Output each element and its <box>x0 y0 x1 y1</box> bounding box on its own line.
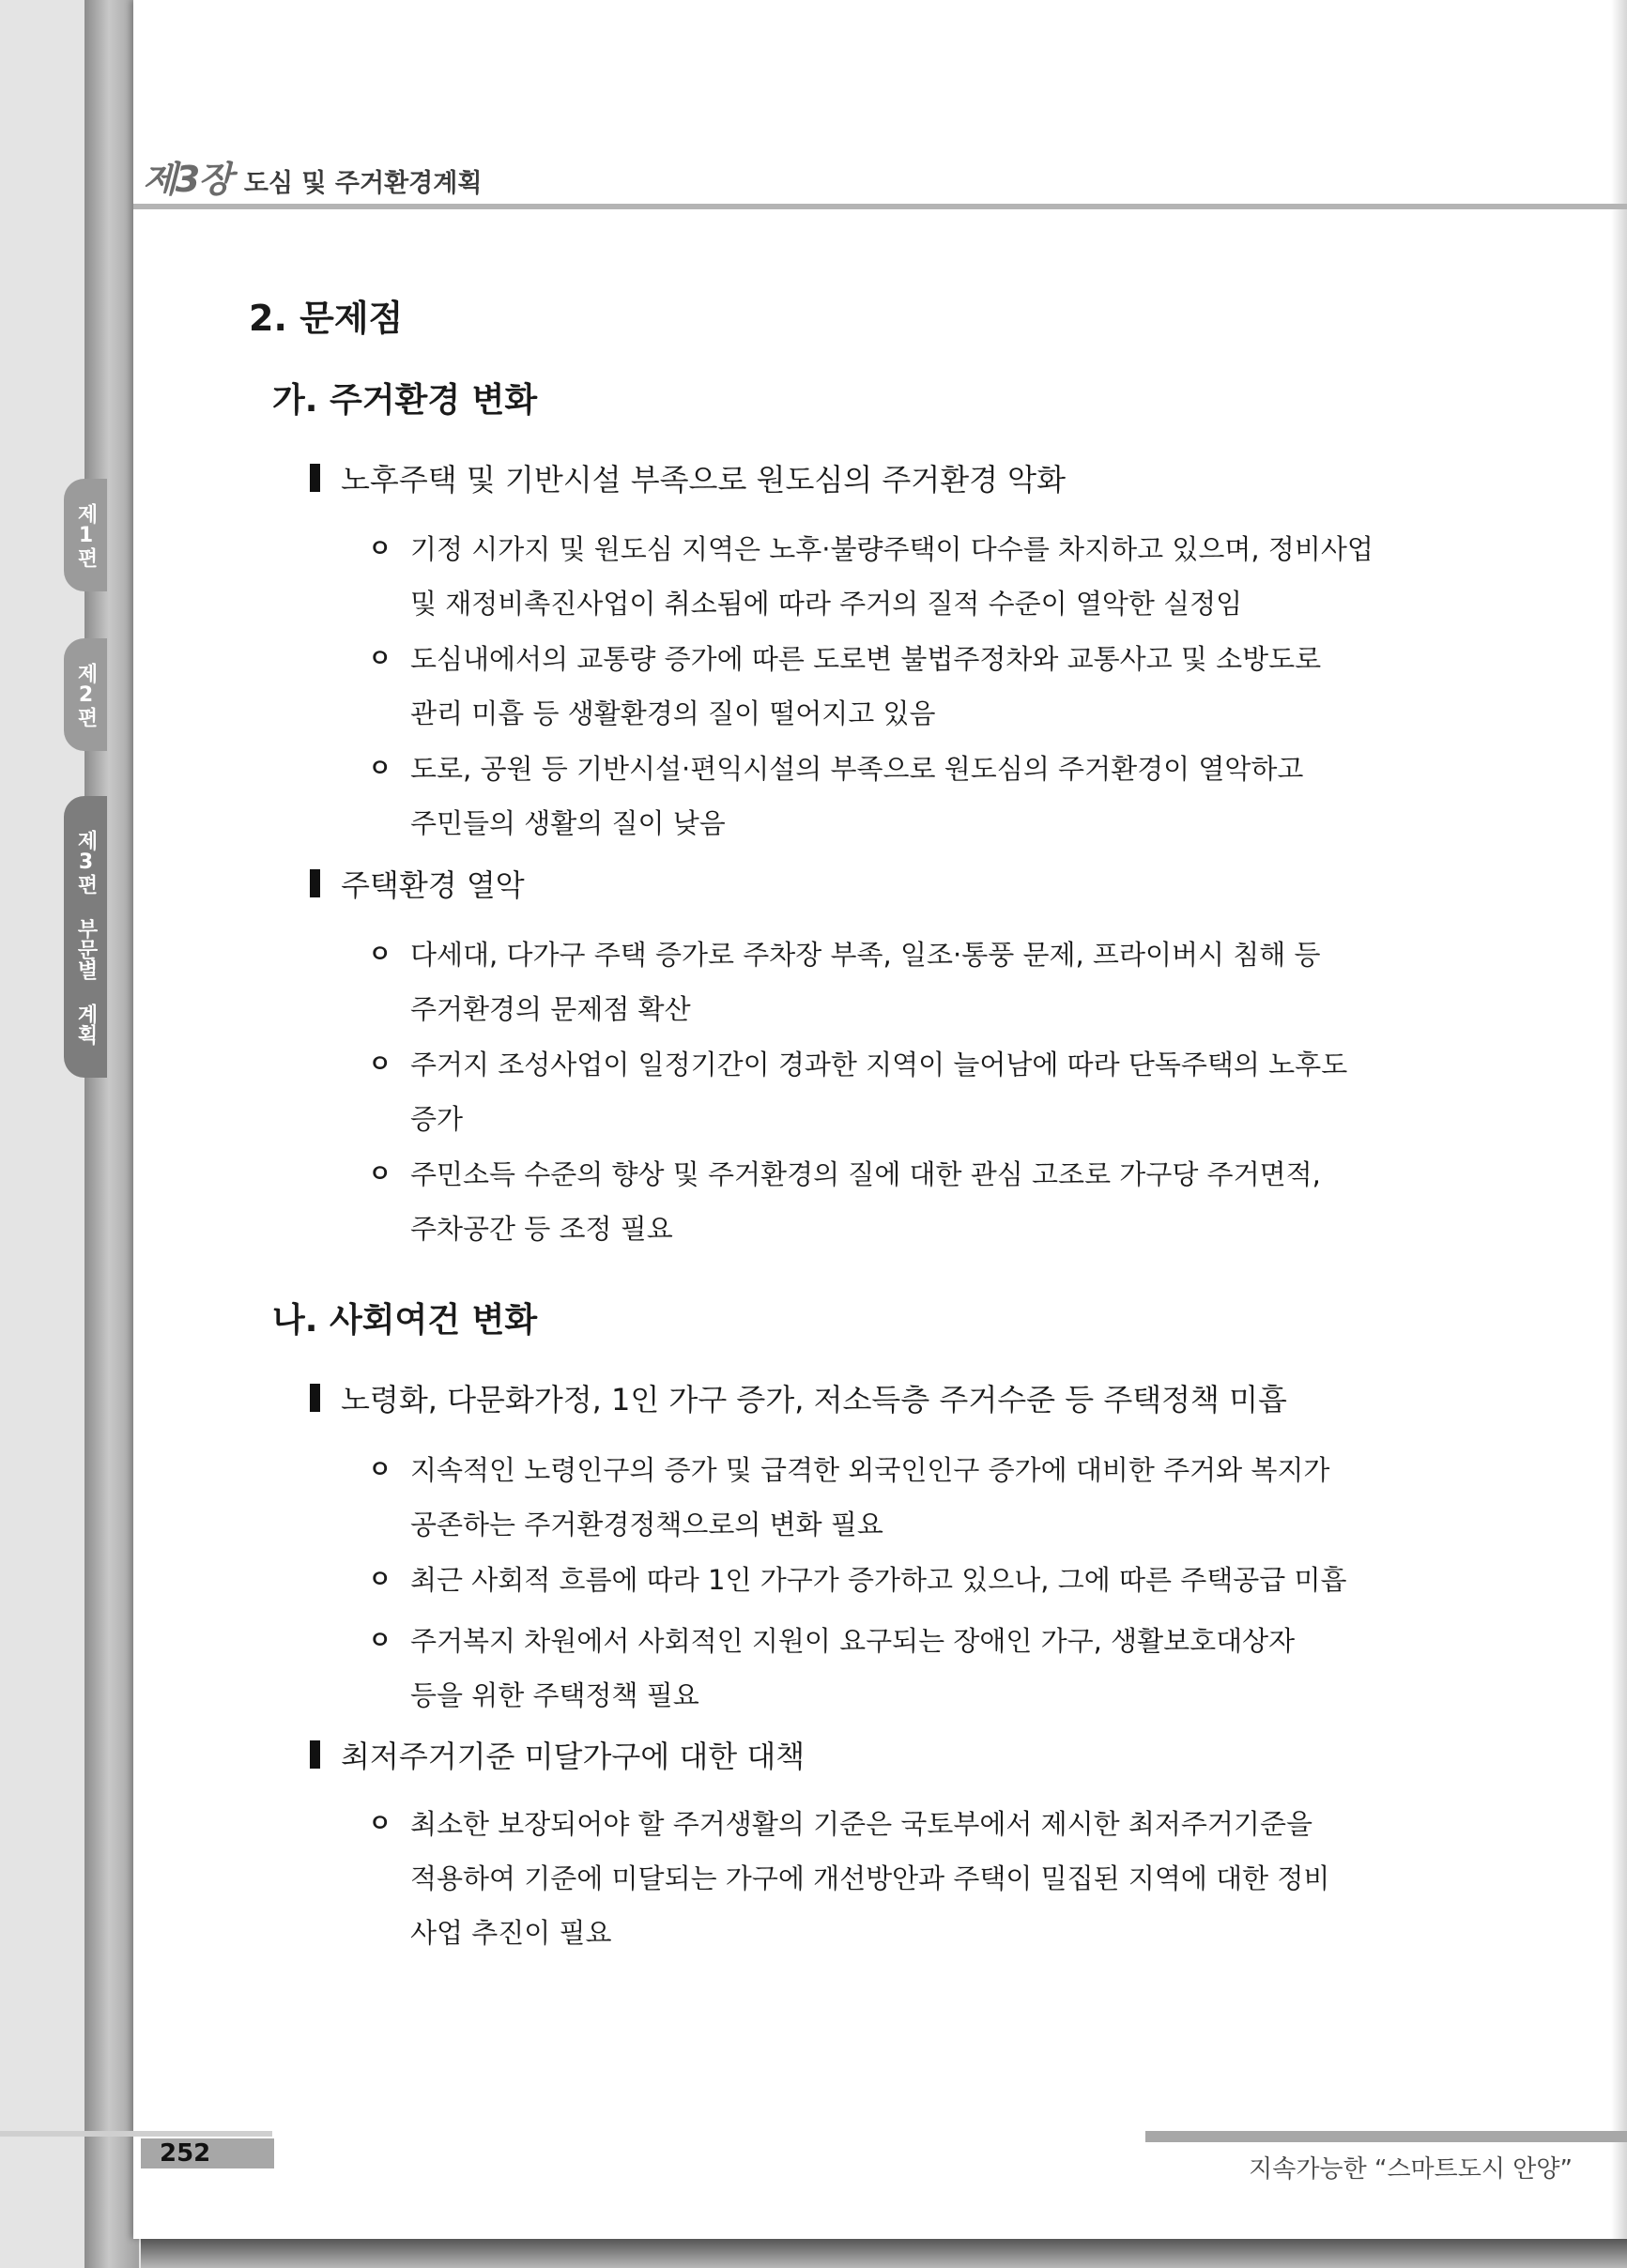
circle-bullet-icon: ㅇ <box>368 1810 392 1838</box>
side-tab-label: 제1편 <box>74 502 98 568</box>
circle-bullet-icon: ㅇ <box>368 1627 392 1655</box>
bullet-item <box>368 927 1408 1036</box>
page-number: 252 <box>160 2139 211 2168</box>
bullet-line: 최소한 보장되어야 할 주거생활의 기준은 국토부에서 제시한 최저주거기준을 <box>410 1808 1312 1840</box>
topic-heading <box>310 456 1066 499</box>
bullet-line: 주민소득 수준의 향상 및 주거환경의 질에 대한 관심 고조로 가구당 주거면적, <box>410 1158 1321 1190</box>
square-bullet-icon <box>310 869 320 897</box>
topic-title: 노후주택 및 기반시설 부족으로 원도심의 주거환경 악화 <box>341 462 1067 498</box>
bullet-line: 지속적인 노령인구의 증가 및 급격한 외국인인구 증가에 대비한 주거와 복지가 <box>410 1454 1330 1486</box>
circle-bullet-icon: ㅇ <box>368 1456 392 1484</box>
book-spine <box>84 0 139 2268</box>
square-bullet-icon <box>310 464 320 492</box>
bullet-line: 공존하는 주거환경정책으로의 변화 필요 <box>410 1509 883 1540</box>
topic-title: 노령화, 다문화가정, 1인 가구 증가, 저소득층 주거수준 등 주택정책 미흡 <box>341 1382 1287 1418</box>
section-title: 2. 문제점 <box>249 298 404 339</box>
footer-rule-right <box>1145 2131 1627 2142</box>
bullet-item <box>368 1443 1408 1552</box>
header-rule <box>133 204 1627 209</box>
bullet-line: 주거복지 차원에서 사회적인 지원이 요구되는 장애인 가구, 생활보호대상자 <box>410 1625 1296 1657</box>
chapter-header <box>143 150 483 200</box>
bullet-line: 최근 사회적 흐름에 따라 1인 가구가 증가하고 있으나, 그에 따른 주택공급 미흡 <box>410 1564 1347 1596</box>
topic-heading <box>310 862 525 905</box>
side-tab-part-2[interactable] <box>64 638 107 751</box>
bullet-item <box>368 1037 1408 1146</box>
bullet-line: 주거환경의 문제점 확산 <box>410 993 691 1025</box>
bullet-item <box>368 1614 1408 1723</box>
square-bullet-icon <box>310 1384 320 1412</box>
bullet-line: 기정 시가지 및 원도심 지역은 노후·불량주택이 다수를 차지하고 있으며, 정비사업 <box>410 533 1374 565</box>
bullet-line: 관리 미흡 등 생활환경의 질이 떨어지고 있음 <box>410 697 936 729</box>
footer-rule-left <box>0 2131 272 2137</box>
bullet-item <box>368 632 1408 741</box>
topic-title: 최저주거기준 미달가구에 대한 대책 <box>341 1739 806 1774</box>
circle-bullet-icon: ㅇ <box>368 1160 392 1188</box>
bullet-line: 및 재정비촉진사업이 취소됨에 따라 주거의 질적 수준이 열악한 실정임 <box>410 588 1243 620</box>
bullet-line: 주민들의 생활의 질이 낮음 <box>410 807 726 839</box>
circle-bullet-icon: ㅇ <box>368 1566 392 1594</box>
topic-heading <box>310 1733 805 1776</box>
bullet-item <box>368 742 1408 850</box>
side-tab-label: 제3편 부문별 계획 <box>74 829 98 1045</box>
bullet-line: 사업 추진이 필요 <box>410 1917 612 1949</box>
circle-bullet-icon: ㅇ <box>368 941 392 969</box>
side-tab-label: 제2편 <box>74 662 98 728</box>
bullet-line: 주차공간 등 조정 필요 <box>410 1213 673 1245</box>
circle-bullet-icon: ㅇ <box>368 755 392 783</box>
bullet-line: 등을 위한 주택정책 필요 <box>410 1679 699 1711</box>
side-tab-part-1[interactable] <box>64 479 107 591</box>
subsection-title: 가. 주거환경 변화 <box>272 381 538 420</box>
topic-title: 주택환경 열악 <box>341 867 525 903</box>
circle-bullet-icon: ㅇ <box>368 1050 392 1079</box>
bullet-item <box>368 1797 1408 1960</box>
bullet-line: 증가 <box>410 1103 464 1135</box>
bullet-line: 다세대, 다가구 주택 증가로 주차장 부족, 일조·통풍 문제, 프라이버시 침해 등 <box>410 939 1321 971</box>
chapter-title: 도심 및 주거환경계획 <box>243 169 483 198</box>
square-bullet-icon <box>310 1740 320 1769</box>
bullet-line: 도로, 공원 등 기반시설·편익시설의 부족으로 원도심의 주거환경이 열악하고 <box>410 753 1304 785</box>
circle-bullet-icon: ㅇ <box>368 645 392 673</box>
page-edge <box>1611 0 1627 2239</box>
topic-heading <box>310 1376 1287 1419</box>
page-bottom-shadow <box>141 2239 1627 2268</box>
bullet-item <box>368 1553 1408 1607</box>
bullet-item <box>368 1147 1408 1256</box>
bullet-line: 도심내에서의 교통량 증가에 따른 도로변 불법주정차와 교통사고 및 소방도로 <box>410 643 1322 675</box>
circle-bullet-icon: ㅇ <box>368 535 392 563</box>
bullet-item <box>368 522 1408 631</box>
bullet-line: 주거지 조성사업이 일정기간이 경과한 지역이 늘어남에 따라 단독주택의 노후도 <box>410 1049 1348 1080</box>
footer-brand: 지속가능한 “스마트도시 안양” <box>1249 2155 1573 2184</box>
chapter-number: 제3장 <box>143 159 231 200</box>
subsection-title: 나. 사회여건 변화 <box>272 1301 538 1340</box>
side-tab-part-3[interactable] <box>64 796 107 1078</box>
bullet-line: 적용하여 기준에 미달되는 가구에 개선방안과 주택이 밀집된 지역에 대한 정비 <box>410 1862 1330 1894</box>
